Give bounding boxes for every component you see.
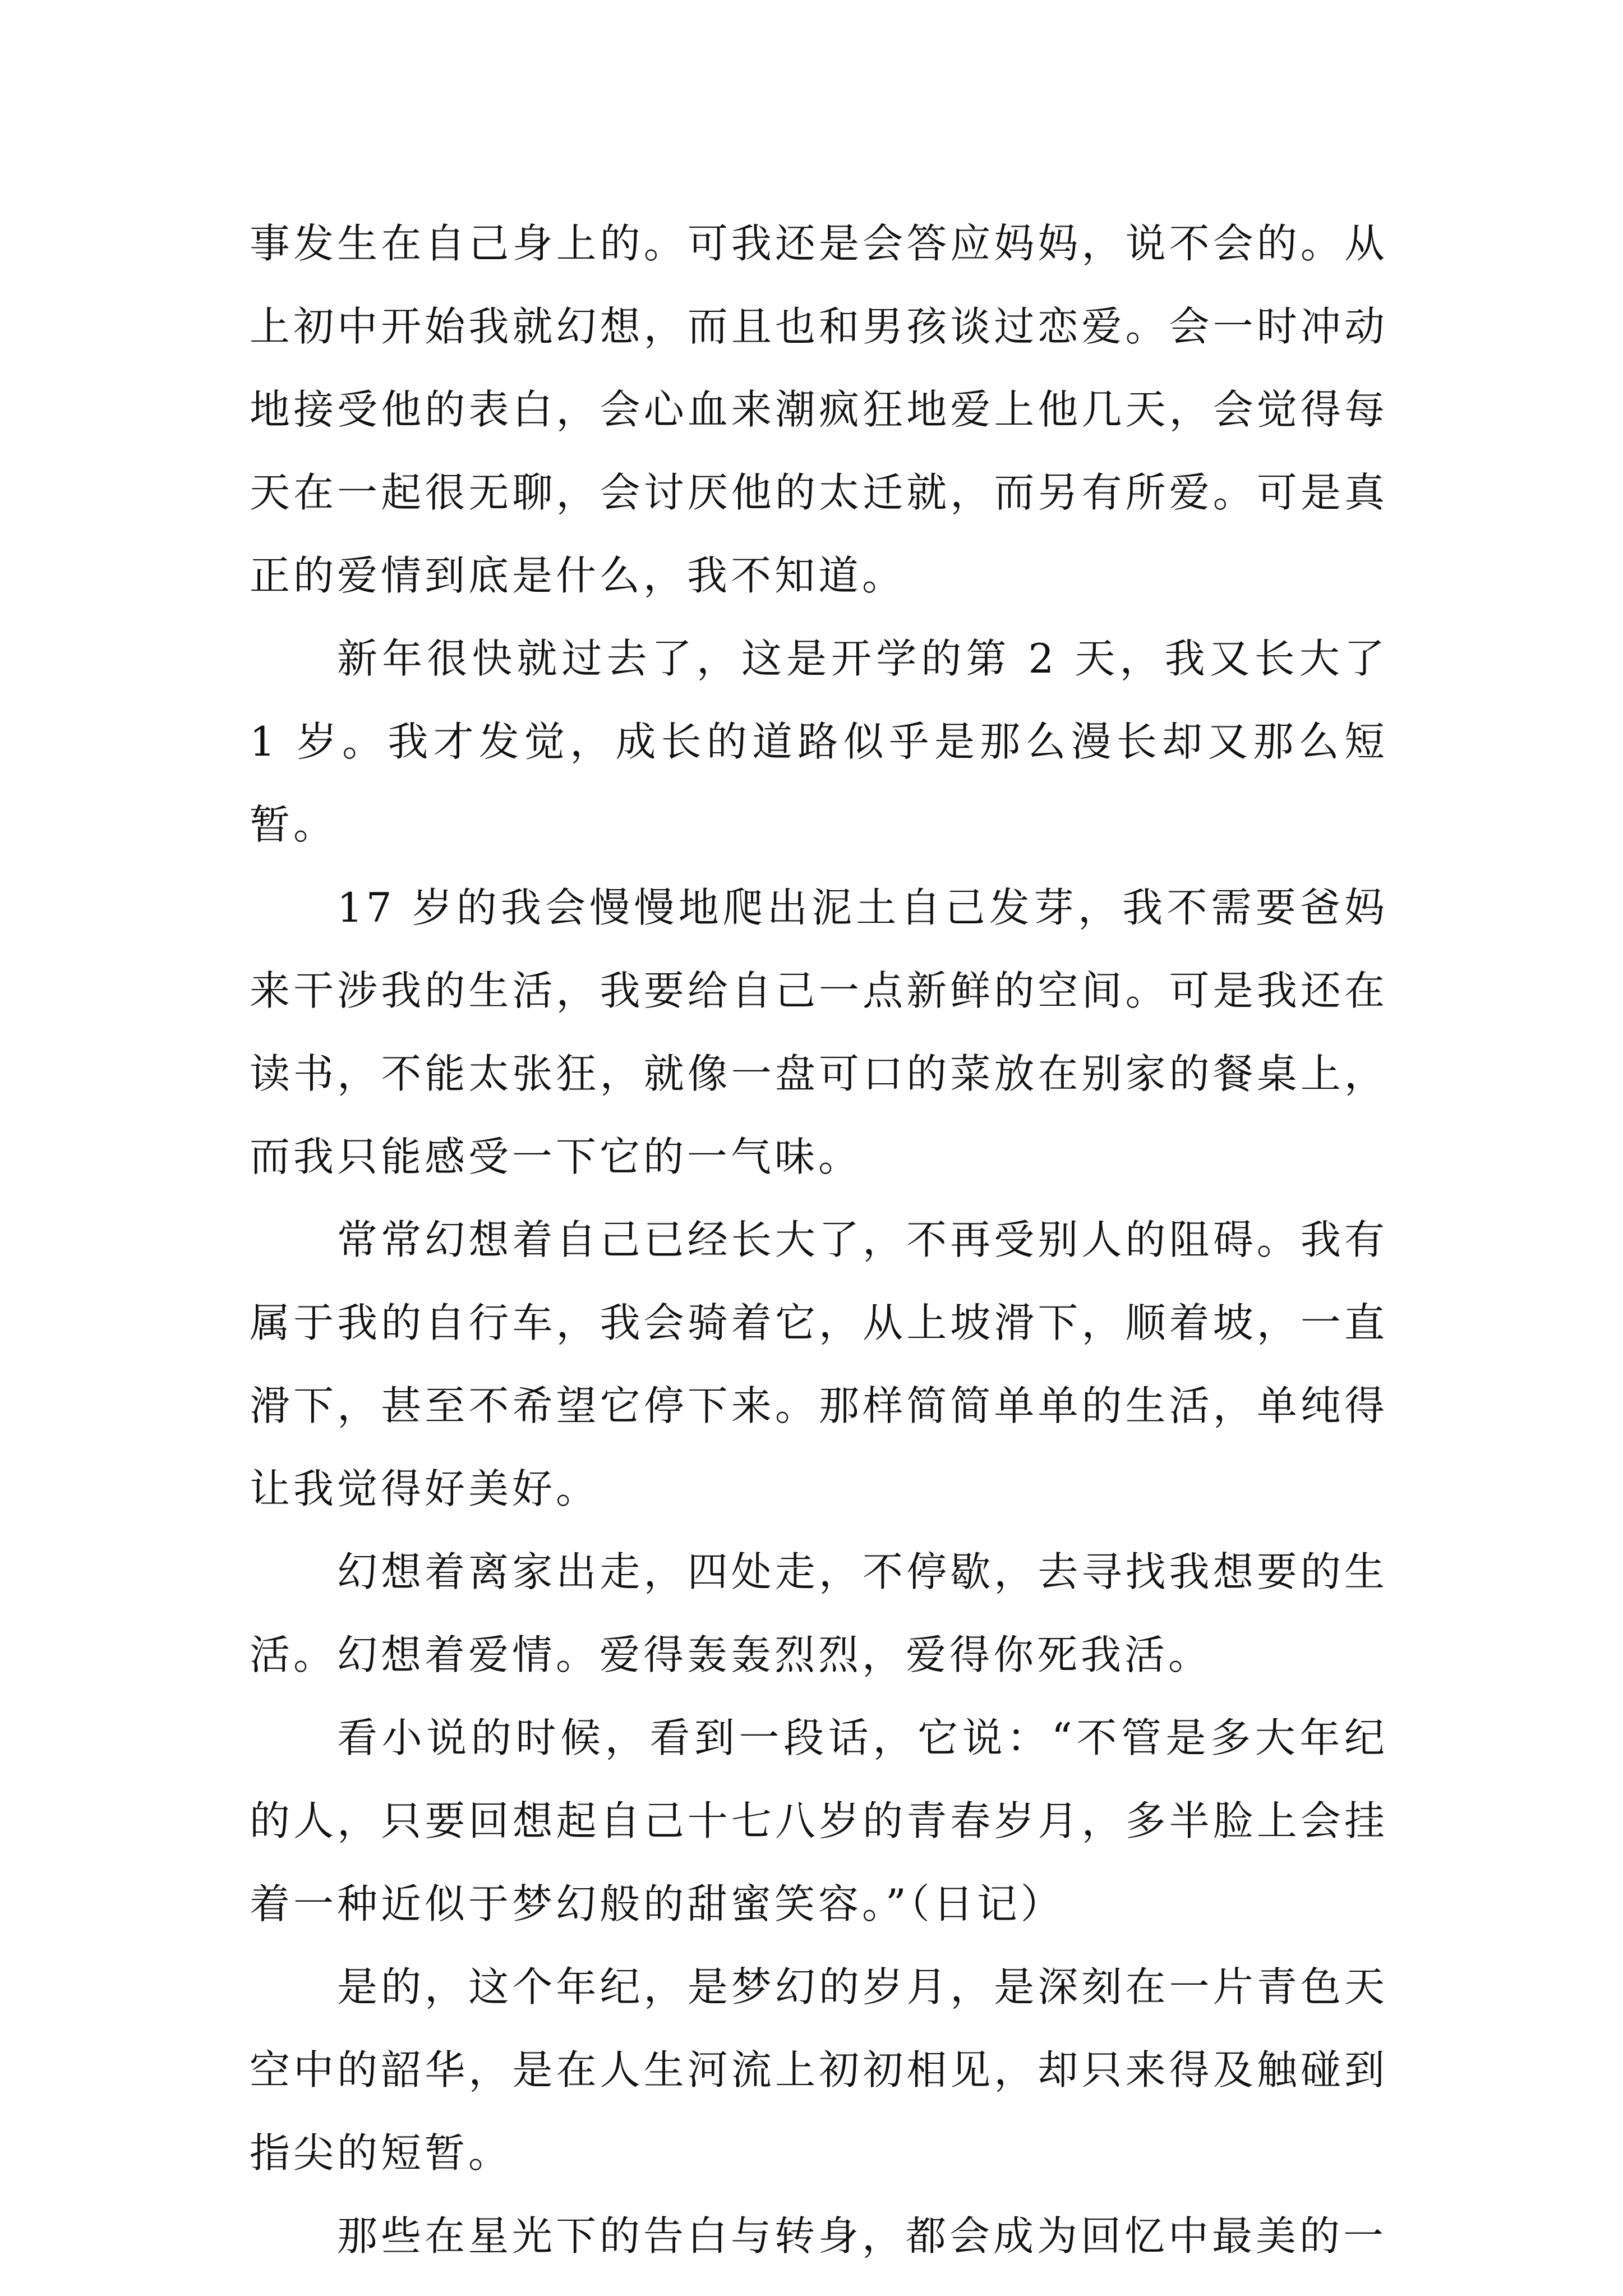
paragraph-3: 17 岁的我会慢慢地爬出泥土自己发芽，我不需要爸妈来干涉我的生活，我要给自己一点新鲜的空间。可是我还在读书，不能太张狂，就像一盘可口的菜放在别家的餐桌上，而我只能感受一下它的一气味。 (250, 884, 1388, 1180)
paragraph-4: 常常幻想着自己已经长大了，不再受别人的阻碍。我有属于我的自行车，我会骑着它，从上坡滑下，顺着坡，一直滑下，甚至不希望它停下来。那样简简单单的生活，单纯得让我觉得好美好。 (250, 1216, 1388, 1512)
body-text (250, 202, 1388, 2277)
paragraph-8: 那些在星光下的告白与转身，都会成为回忆中最美的一 (337, 2212, 1387, 2260)
paragraph-1: 事发生在自己身上的。可我还是会答应妈妈，说不会的。从上初中开始我就幻想，而且也和男孩谈过恋爱。会一时冲动地接受他的表白，会心血来潮疯狂地爱上他几天，会觉得每天在一起很无聊，会讨厌他的太迁就，而另有所爱。可是真正的爱情到底是什么，我不知道。 (250, 220, 1388, 599)
paragraph-5: 幻想着离家出走，四处走，不停歇，去寻找我想要的生活。幻想着爱情。爱得轰轰烈烈，爱得你死我活。 (250, 1548, 1388, 1678)
paragraph-2: 新年很快就过去了，这是开学的第 2 天，我又长大了 1 岁。我才发觉，成长的道路似乎是那么漫长却又那么短暂。 (250, 635, 1388, 848)
paragraph-7: 是的，这个年纪，是梦幻的岁月，是深刻在一片青色天空中的韶华，是在人生河流上初初相见，却只来得及触碰到指尖的短暂。 (250, 1963, 1388, 2177)
paragraph-6: 看小说的时候，看到一段话，它说：“不管是多大年纪的人，只要回想起自己十七八岁的青春岁月，多半脸上会挂着一种近似于梦幻般的甜蜜笑容。”（日记） (250, 1714, 1388, 1927)
